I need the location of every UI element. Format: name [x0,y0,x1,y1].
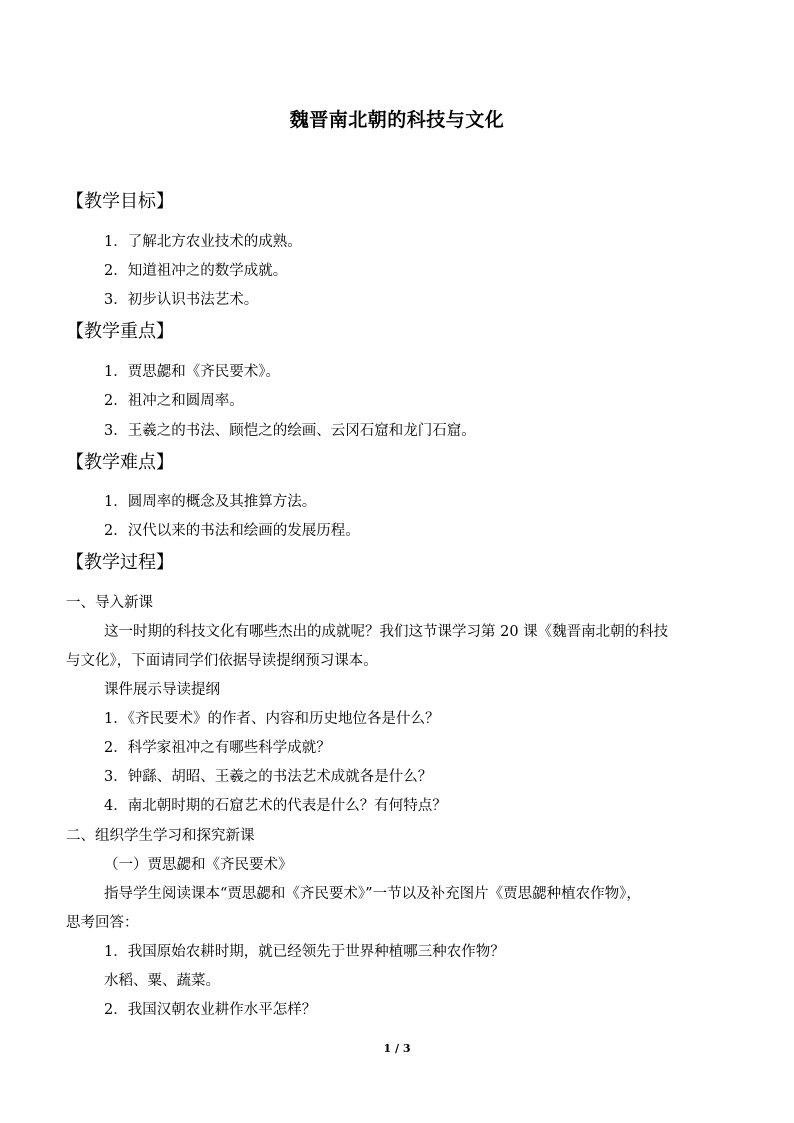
list-item: 1．了解北方农业技术的成熟。 [104,234,302,250]
question: 2．我国汉朝农业耕作水平怎样？ [104,1002,317,1018]
list-item: 3．初步认识书法艺术。 [104,292,259,308]
paragraph-line: 指导学生阅读课本“贾思勰和《齐民要术》”一节以及补充图片《贾思勰种植农作物》， [104,886,641,902]
list-item: 2．知道祖冲之的数学成就。 [104,263,288,279]
list-item: 1．贾思勰和《齐民要术》。 [104,364,280,380]
page-number: 1 / 3 [383,1042,411,1055]
paragraph-line: 与文化》，下面请同学们依据导读提纲预习课本。 [66,653,378,669]
part-title: 二、组织学生学习和探究新课 [66,828,255,844]
list-item: 1．《齐民要术》的作者、内容和历史地位各是什么？ [104,711,440,727]
section-heading-key-points: 【教学重点】 [66,321,174,342]
answer: 水稻、粟、蔬菜。 [104,973,220,989]
part-title: 一、导入新课 [66,595,153,611]
outline-label: 课件展示导读提纲 [104,682,220,698]
section-heading-process: 【教学过程】 [66,552,174,573]
paragraph-line: 思考回答： [66,915,139,931]
section-heading-goals: 【教学目标】 [66,191,174,212]
document-title: 魏晋南北朝的科技与文化 [289,109,505,131]
list-item: 2．科学家祖冲之有哪些科学成就？ [104,740,331,756]
section-heading-difficulties: 【教学难点】 [66,452,174,473]
subsection-title: （一）贾思勰和《齐民要术》 [104,857,293,873]
list-item: 1．圆周率的概念及其推算方法。 [104,494,317,510]
list-item: 2．汉代以来的书法和绘画的发展历程。 [104,523,360,539]
list-item: 2．祖冲之和圆周率。 [104,393,244,409]
list-item: 3．钟繇、胡昭、王羲之的书法艺术成就各是什么？ [104,769,433,785]
list-item: 4．南北朝时期的石窟艺术的代表是什么？有何特点？ [104,798,447,814]
list-item: 3．王羲之的书法、顾恺之的绘画、云冈石窟和龙门石窟。 [104,423,476,439]
paragraph-line: 这一时期的科技文化有哪些杰出的成就呢？我们这节课学习第 20 课《魏晋南北朝的科技 [104,624,669,640]
question: 1．我国原始农耕时期，就已经领先于世界种植哪三种农作物？ [104,944,505,960]
